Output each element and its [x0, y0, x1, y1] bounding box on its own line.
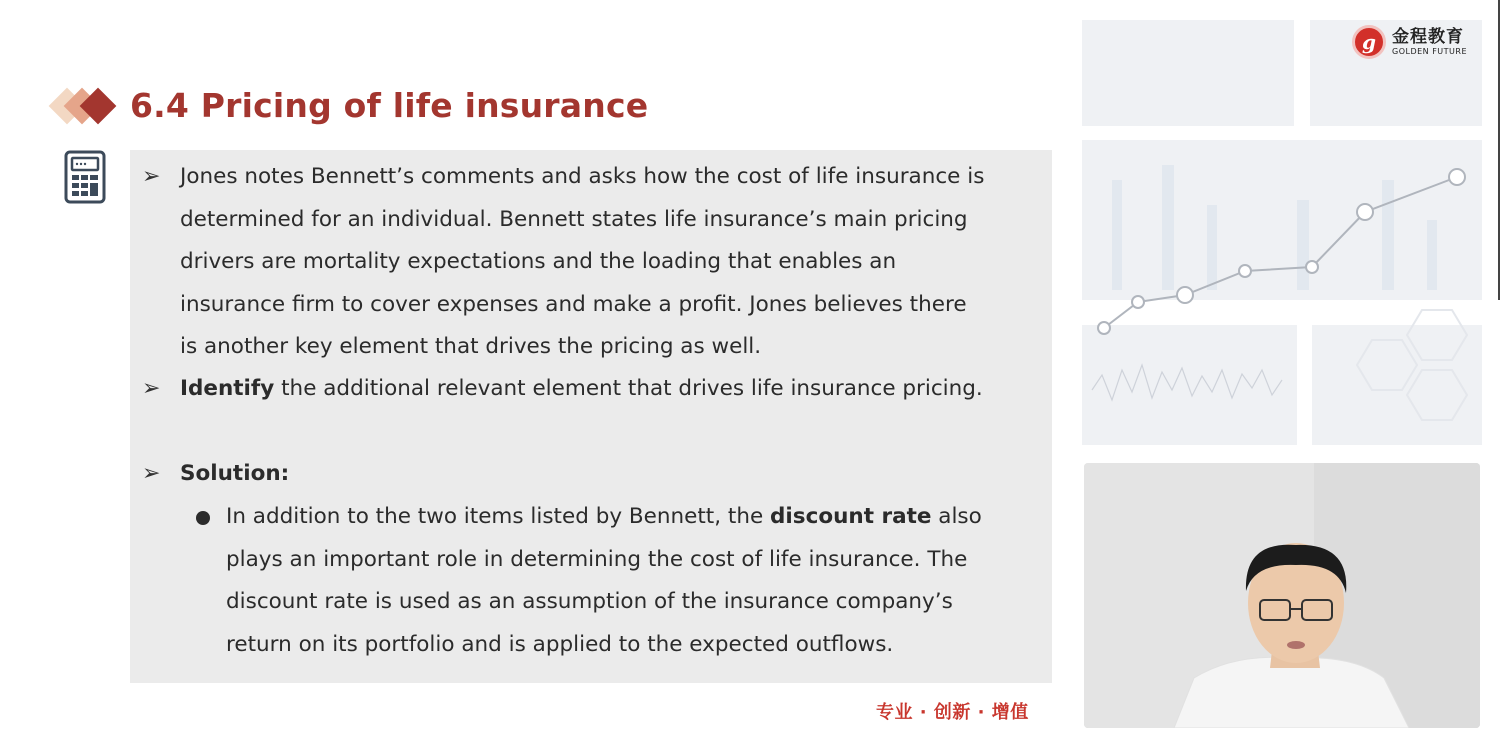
- paragraph-line: determined for an individual. Bennett states life insurance’s main pricing: [180, 206, 968, 232]
- bullet-arrow-icon: ➢: [142, 376, 161, 401]
- solution-line: discount rate is used as an assumption of the insurance company’s: [226, 589, 953, 614]
- slide-title: 6.4 Pricing of life insurance: [130, 86, 649, 125]
- bullet-arrow-icon: ➢: [142, 164, 161, 189]
- content-panel: [130, 150, 1052, 683]
- paragraph-line: drivers are mortality expectations and the loading that enables an: [180, 249, 897, 274]
- bullet-arrow-icon: ➢: [142, 461, 161, 486]
- decorative-chart-background: [1082, 20, 1482, 450]
- discount-rate-term: discount rate: [770, 504, 932, 529]
- solution-line: In addition to the two items listed by Bennett, the discount rate also: [226, 504, 982, 529]
- presenter-image: [1084, 463, 1480, 728]
- slogan-text: 专业 · 创新 · 增值: [876, 702, 1029, 723]
- paragraph-line: Jones notes Bennett’s comments and asks how the cost of life insurance is: [180, 164, 985, 189]
- question-line: [180, 368, 983, 411]
- calculator-icon: [64, 150, 106, 204]
- instructor-video-feed: [1084, 463, 1480, 728]
- bullet-dot-icon: [196, 511, 210, 525]
- solution-label: Solution:: [180, 461, 290, 486]
- slide-title-area: [44, 80, 649, 132]
- question-text: the additional relevant element that drives life insurance pricing.: [274, 376, 983, 401]
- logo-chinese-text: 金程教育: [1392, 26, 1464, 47]
- solution-line: plays an important role in determining the cost of life insurance. The: [226, 546, 968, 572]
- logo-english-text: GOLDEN FUTURE: [1392, 46, 1468, 56]
- title-diamond-decoration: [44, 80, 126, 132]
- question-keyword: Identify: [180, 376, 275, 401]
- logo-mark-icon: g: [1352, 25, 1386, 59]
- paragraph-line: is another key element that drives the pricing as well.: [180, 334, 762, 359]
- solution-line: return on its portfolio and is applied to the expected outflows.: [226, 631, 894, 657]
- brand-logo: [1352, 24, 1486, 60]
- paragraph-line: insurance firm to cover expenses and make a profit. Jones believes there: [180, 291, 967, 317]
